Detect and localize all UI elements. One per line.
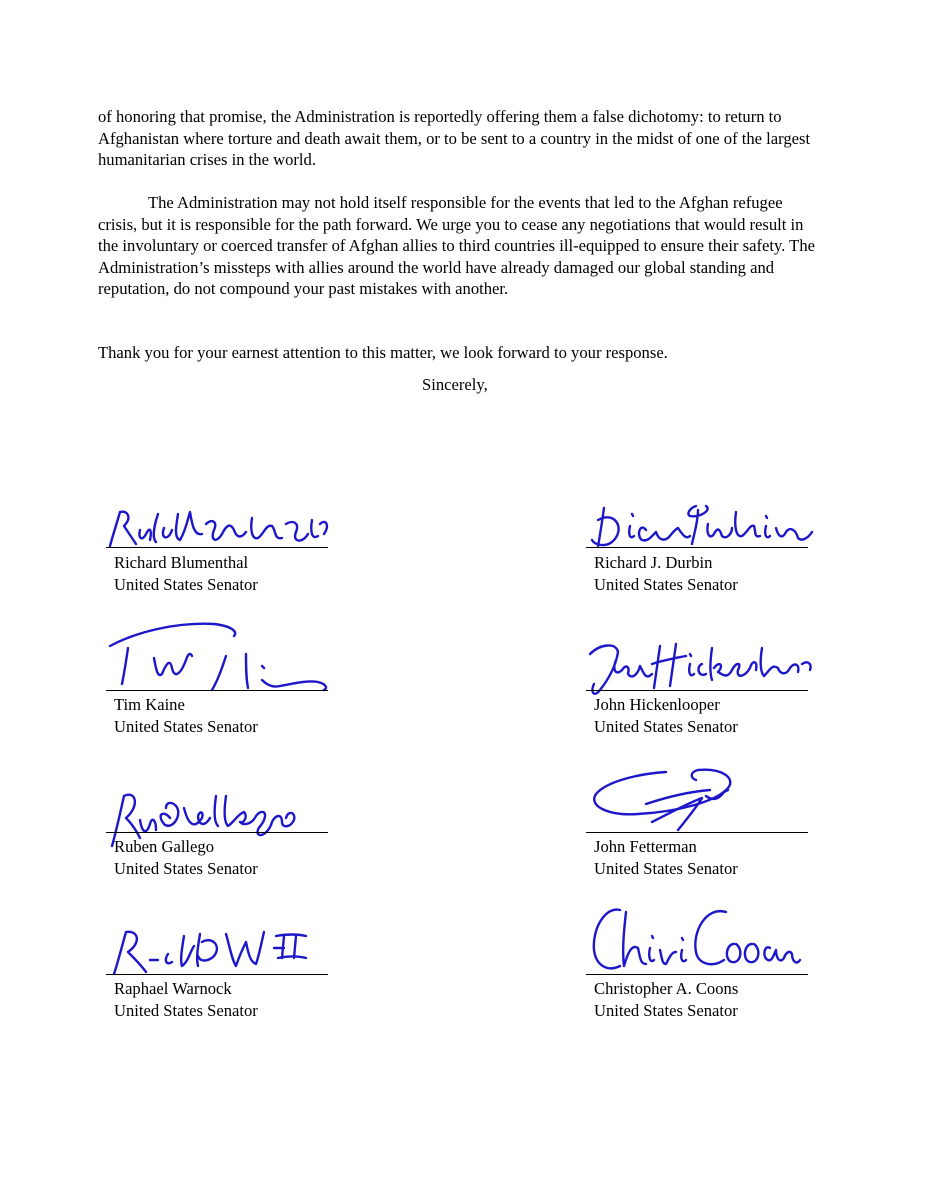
- handwritten-signature: [586, 640, 816, 700]
- handwritten-signature: [106, 618, 336, 693]
- signatory-name: Richard J. Durbin: [594, 553, 713, 572]
- signatory-title: United States Senator: [114, 859, 258, 878]
- signatory-name: Richard Blumenthal: [114, 553, 249, 572]
- handwritten-signature: [586, 500, 816, 550]
- signatory-name: Tim Kaine: [114, 695, 185, 714]
- signatory-title: United States Senator: [594, 1001, 738, 1020]
- signatory-title: United States Senator: [594, 575, 738, 594]
- signatory-name: John Hickenlooper: [594, 695, 720, 714]
- closing-salutation: Sincerely,: [422, 375, 488, 394]
- signatory-name: Raphael Warnock: [114, 979, 232, 998]
- signatory-title: United States Senator: [114, 717, 258, 736]
- signatory-name: John Fetterman: [594, 837, 697, 856]
- signatory-title: United States Senator: [114, 575, 258, 594]
- signatory-name: Ruben Gallego: [114, 837, 215, 856]
- handwritten-signature: [586, 900, 816, 978]
- signatory-name: Christopher A. Coons: [594, 979, 739, 998]
- letter-paragraph-2: The Administration may not hold itself responsible for the events that led to the Afghan refugee crisis, but it is responsible for the path forward. We urge you to cease any negotiations that would result in the involuntary or coerced transfer of Afghan allies to third countries ill-equipped to ensure their safety. The Administration’s missteps with allies around the world have already damaged our global standing and reputation, do not compound your past mistakes with another.: [98, 193, 815, 298]
- letter-paragraph-1: of honoring that promise, the Administration is reportedly offering them a false dichotomy: to return to Afghanistan where torture and death await them, or to be sent to a country in the midst of one of the largest humanitarian crises in the world.: [98, 107, 811, 169]
- letter-paragraph-3: Thank you for your earnest attention to this matter, we look forward to your response.: [98, 343, 668, 362]
- handwritten-signature: [586, 762, 816, 842]
- handwritten-signature: [106, 500, 336, 550]
- signatory-title: United States Senator: [114, 1001, 258, 1020]
- signatory-title: United States Senator: [594, 859, 738, 878]
- handwritten-signature: [106, 922, 336, 977]
- signatory-title: United States Senator: [594, 717, 738, 736]
